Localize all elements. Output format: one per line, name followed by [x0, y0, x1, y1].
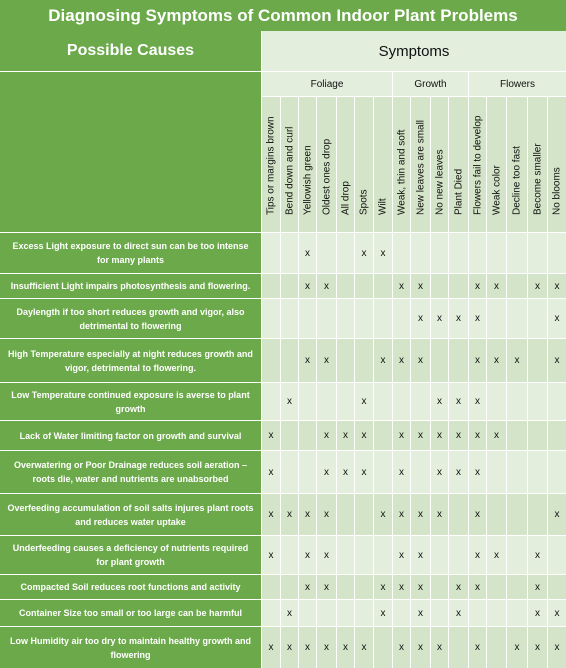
cause-label: Lack of Water limiting factor on growth and survival — [0, 420, 261, 450]
symptom-cell: x — [373, 599, 392, 626]
symptom-cell: x — [468, 535, 486, 574]
symptom-cell — [316, 232, 336, 273]
symptom-label: Plant Died — [453, 168, 464, 215]
symptom-cell: x — [261, 493, 280, 535]
symptom-cell: x — [354, 450, 373, 493]
symptom-cell — [410, 382, 430, 420]
symptom-cell: x — [336, 420, 354, 450]
symptom-cell — [280, 298, 298, 338]
symptom-cell — [280, 273, 298, 298]
symptom-cell — [527, 232, 547, 273]
symptom-cell: x — [468, 298, 486, 338]
symptom-cell — [430, 232, 448, 273]
symptom-cell — [354, 574, 373, 599]
symptom-cell — [486, 382, 506, 420]
symptom-cell: x — [448, 450, 468, 493]
symptom-cell: x — [298, 273, 316, 298]
symptom-header — [527, 96, 547, 232]
cause-label: Low Temperature continued exposure is averse to plant growth — [0, 382, 261, 420]
cause-label: Overwatering or Poor Drainage reduces soil aeration – roots die, water and nutrients are unabsorbed — [0, 450, 261, 493]
chart-title: Diagnosing Symptoms of Common Indoor Plant Problems — [0, 0, 566, 31]
symptom-header — [486, 96, 506, 232]
symptom-cell — [336, 493, 354, 535]
symptom-cell: x — [468, 493, 486, 535]
symptom-cell — [280, 420, 298, 450]
symptom-cell — [280, 450, 298, 493]
symptom-cell: x — [336, 626, 354, 668]
symptom-cell: x — [392, 535, 410, 574]
symptom-cell: x — [336, 450, 354, 493]
symptom-cell: x — [448, 298, 468, 338]
symptom-cell — [430, 535, 448, 574]
cause-label: Insufficient Light impairs photosynthesis and flowering. — [0, 273, 261, 298]
symptom-cell — [486, 232, 506, 273]
symptom-cell — [392, 298, 410, 338]
cause-label: Container Size too small or too large can be harmful — [0, 599, 261, 626]
symptom-cell: x — [430, 450, 448, 493]
symptom-cell — [354, 273, 373, 298]
symptom-cell: x — [373, 338, 392, 382]
symptom-cell — [486, 493, 506, 535]
symptom-cell — [527, 450, 547, 493]
symptom-cell — [298, 298, 316, 338]
symptom-cell — [373, 273, 392, 298]
symptom-cell — [430, 599, 448, 626]
symptom-cell — [547, 382, 566, 420]
symptom-cell: x — [486, 273, 506, 298]
symptom-cell: x — [316, 493, 336, 535]
symptom-cell: x — [547, 298, 566, 338]
symptom-cell — [430, 273, 448, 298]
symptom-cell — [354, 535, 373, 574]
symptom-cell: x — [410, 535, 430, 574]
symptom-cell — [336, 273, 354, 298]
symptom-cell — [448, 535, 468, 574]
symptom-cell: x — [448, 420, 468, 450]
symptom-cell — [547, 574, 566, 599]
symptom-cell — [336, 574, 354, 599]
symptom-cell — [336, 599, 354, 626]
symptom-cell — [336, 535, 354, 574]
symptom-cell: x — [298, 626, 316, 668]
symptom-cell — [354, 298, 373, 338]
symptom-cell — [486, 599, 506, 626]
symptom-label: Spots — [358, 189, 370, 215]
symptom-header — [298, 96, 316, 232]
symptom-cell — [448, 338, 468, 382]
symptoms-header: Symptoms — [261, 31, 566, 71]
causes-header: Possible Causes — [0, 31, 261, 71]
symptom-cell: x — [468, 574, 486, 599]
symptom-cell — [280, 232, 298, 273]
symptom-header — [261, 96, 280, 232]
symptom-cell — [547, 420, 566, 450]
symptom-cell — [448, 273, 468, 298]
symptom-cell: x — [506, 338, 527, 382]
symptom-cell: x — [410, 626, 430, 668]
symptom-cell: x — [280, 382, 298, 420]
symptom-cell: x — [280, 626, 298, 668]
symptom-cell: x — [354, 232, 373, 273]
symptom-cell — [336, 232, 354, 273]
symptom-cell — [392, 232, 410, 273]
cause-label: Compacted Soil reduces root functions and activity — [0, 574, 261, 599]
symptom-cell: x — [316, 273, 336, 298]
symptom-cell — [430, 574, 448, 599]
symptom-cell — [373, 450, 392, 493]
symptom-cell: x — [410, 493, 430, 535]
symptom-cell — [261, 382, 280, 420]
symptom-cell: x — [448, 382, 468, 420]
symptom-header — [547, 96, 566, 232]
symptom-header — [410, 96, 430, 232]
symptom-cell — [506, 420, 527, 450]
symptom-cell: x — [373, 232, 392, 273]
symptom-header — [468, 96, 486, 232]
cause-label: Overfeeding accumulation of soil salts injures plant roots and reduces water uptake — [0, 493, 261, 535]
symptom-cell: x — [527, 273, 547, 298]
symptom-cell — [354, 599, 373, 626]
symptom-cell — [261, 338, 280, 382]
symptom-cell: x — [547, 493, 566, 535]
symptom-cell: x — [468, 626, 486, 668]
symptom-cell: x — [468, 273, 486, 298]
symptom-cell: x — [410, 338, 430, 382]
symptom-cell: x — [486, 338, 506, 382]
symptom-cell — [261, 298, 280, 338]
symptom-cell — [506, 599, 527, 626]
symptom-cell — [430, 338, 448, 382]
symptom-cell — [280, 574, 298, 599]
group-growth: Growth — [392, 71, 468, 96]
symptom-cell: x — [448, 574, 468, 599]
symptom-header — [280, 96, 298, 232]
symptom-cell — [486, 626, 506, 668]
symptom-cell: x — [527, 626, 547, 668]
symptom-cell: x — [316, 450, 336, 493]
symptom-cell: x — [392, 450, 410, 493]
symptom-label: No new leaves — [434, 149, 445, 215]
symptom-cell: x — [316, 626, 336, 668]
symptom-cell: x — [430, 420, 448, 450]
symptom-cell — [448, 626, 468, 668]
symptom-cell: x — [468, 338, 486, 382]
symptom-cell — [316, 599, 336, 626]
symptom-cell — [506, 493, 527, 535]
symptom-label: Oldest ones drop — [321, 138, 332, 215]
symptom-cell — [261, 599, 280, 626]
symptom-label: Decline too fast — [511, 146, 523, 215]
symptom-cell — [298, 599, 316, 626]
symptom-cell — [373, 420, 392, 450]
group-foliage: Foliage — [261, 71, 392, 96]
symptom-cell: x — [468, 450, 486, 493]
symptom-cell: x — [354, 382, 373, 420]
symptom-cell: x — [392, 273, 410, 298]
symptom-cell — [261, 574, 280, 599]
symptom-cell: x — [261, 420, 280, 450]
symptom-label: New leaves are small — [415, 119, 426, 215]
group-flowers: Flowers — [468, 71, 566, 96]
symptom-cell — [486, 574, 506, 599]
symptom-header — [336, 96, 354, 232]
symptom-cell — [354, 338, 373, 382]
symptom-cell: x — [298, 493, 316, 535]
symptom-cell — [280, 535, 298, 574]
symptom-cell: x — [410, 298, 430, 338]
symptom-cell — [336, 338, 354, 382]
symptom-cell: x — [261, 535, 280, 574]
symptom-cell — [298, 382, 316, 420]
symptom-cell: x — [392, 338, 410, 382]
symptom-cell: x — [280, 493, 298, 535]
symptom-cell — [506, 298, 527, 338]
symptom-cell — [298, 450, 316, 493]
symptom-cell: x — [547, 273, 566, 298]
symptom-cell — [506, 450, 527, 493]
symptom-cell — [486, 298, 506, 338]
symptom-cell: x — [316, 420, 336, 450]
symptom-cell: x — [373, 493, 392, 535]
symptom-label: Yellowish green — [302, 145, 313, 215]
symptom-cell — [547, 450, 566, 493]
symptom-cell: x — [527, 574, 547, 599]
symptom-cell — [527, 420, 547, 450]
symptom-cell: x — [486, 535, 506, 574]
symptom-cell — [527, 298, 547, 338]
symptom-cell — [506, 232, 527, 273]
symptom-cell — [410, 232, 430, 273]
symptom-cell: x — [506, 626, 527, 668]
symptom-cell: x — [486, 420, 506, 450]
symptom-label: Weak, thin and soft — [396, 129, 407, 215]
symptom-cell — [506, 574, 527, 599]
symptom-header — [316, 96, 336, 232]
symptom-cell: x — [298, 232, 316, 273]
symptom-cell: x — [392, 574, 410, 599]
causes-header-fill — [0, 71, 261, 232]
symptom-header — [392, 96, 410, 232]
symptom-cell: x — [430, 298, 448, 338]
symptom-label: Tips or margins brown — [265, 116, 277, 215]
symptom-cell — [316, 382, 336, 420]
symptom-cell: x — [410, 599, 430, 626]
symptom-cell — [336, 382, 354, 420]
symptom-cell — [336, 298, 354, 338]
symptom-header — [373, 96, 392, 232]
symptom-cell: x — [410, 574, 430, 599]
symptom-cell: x — [373, 574, 392, 599]
symptom-cell — [527, 382, 547, 420]
symptom-cell — [354, 493, 373, 535]
symptom-cell: x — [410, 420, 430, 450]
symptom-cell — [527, 338, 547, 382]
symptom-cell — [373, 535, 392, 574]
symptom-cell — [261, 232, 280, 273]
symptom-cell: x — [298, 535, 316, 574]
symptom-cell: x — [261, 626, 280, 668]
symptom-cell — [261, 273, 280, 298]
symptom-cell: x — [448, 599, 468, 626]
cause-label: High Temperature especially at night reduces growth and vigor, detrimental to flowering. — [0, 338, 261, 382]
cause-label: Underfeeding causes a deficiency of nutrients required for plant growth — [0, 535, 261, 574]
symptom-cell — [316, 298, 336, 338]
symptom-label: Flowers fail to develop — [472, 115, 483, 215]
symptom-cell — [547, 535, 566, 574]
symptom-header — [448, 96, 468, 232]
symptom-cell: x — [468, 420, 486, 450]
symptom-cell: x — [392, 493, 410, 535]
symptom-cell — [527, 493, 547, 535]
cause-label: Daylength if too short reduces growth and vigor, also detrimental to flowering — [0, 298, 261, 338]
symptom-cell: x — [430, 493, 448, 535]
symptom-cell — [506, 273, 527, 298]
symptom-cell — [448, 232, 468, 273]
symptom-label: Weak color — [491, 165, 502, 215]
cause-label: Excess Light exposure to direct sun can be too intense for many plants — [0, 232, 261, 273]
symptom-cell — [506, 535, 527, 574]
symptom-cell — [468, 599, 486, 626]
symptom-cell: x — [547, 626, 566, 668]
symptom-header — [506, 96, 527, 232]
symptom-label: Bend down and curl — [284, 126, 295, 215]
symptom-cell: x — [392, 626, 410, 668]
symptom-cell: x — [280, 599, 298, 626]
symptom-cell: x — [527, 599, 547, 626]
symptom-cell: x — [354, 626, 373, 668]
symptom-cell: x — [298, 338, 316, 382]
symptom-cell: x — [316, 338, 336, 382]
cause-label: Low Humidity air too dry to maintain healthy growth and flowering — [0, 626, 261, 668]
symptom-label: Become smaller — [532, 143, 543, 215]
symptom-cell — [486, 450, 506, 493]
symptom-cell: x — [468, 382, 486, 420]
symptom-cell: x — [410, 273, 430, 298]
symptom-cell — [373, 382, 392, 420]
symptom-cell: x — [354, 420, 373, 450]
symptom-cell: x — [316, 535, 336, 574]
symptom-cell — [392, 599, 410, 626]
symptom-cell — [280, 338, 298, 382]
symptom-label: Wilt — [377, 198, 389, 215]
symptom-cell — [410, 450, 430, 493]
symptom-cell — [448, 493, 468, 535]
symptom-label: No blooms — [551, 167, 563, 215]
symptom-cell: x — [547, 599, 566, 626]
symptom-label: All drop — [340, 181, 351, 215]
symptom-cell: x — [430, 382, 448, 420]
symptom-cell: x — [527, 535, 547, 574]
symptom-cell: x — [261, 450, 280, 493]
symptom-cell — [547, 232, 566, 273]
symptom-header — [354, 96, 373, 232]
symptom-cell — [373, 626, 392, 668]
symptom-cell: x — [430, 626, 448, 668]
symptom-cell — [298, 420, 316, 450]
symptom-cell: x — [547, 338, 566, 382]
symptom-cell — [468, 232, 486, 273]
symptom-cell: x — [298, 574, 316, 599]
symptom-cell: x — [316, 574, 336, 599]
symptom-cell — [506, 382, 527, 420]
symptom-header — [430, 96, 448, 232]
symptom-cell — [373, 298, 392, 338]
symptom-cell — [392, 382, 410, 420]
symptom-cell: x — [392, 420, 410, 450]
